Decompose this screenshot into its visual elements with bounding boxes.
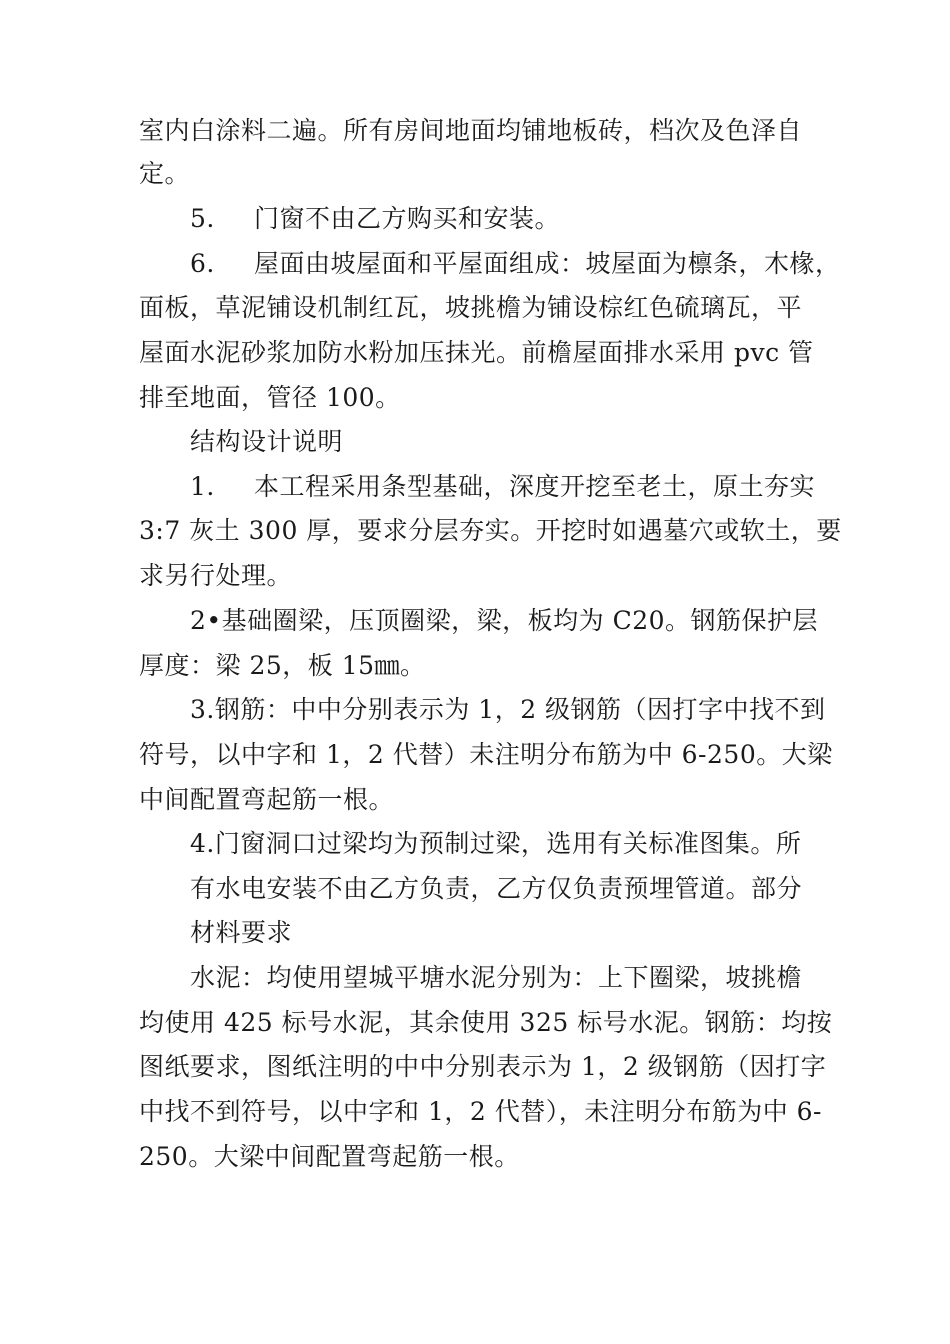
item-text: 屋面由坡屋面和平屋面组成：坡屋面为檩条，木椽， <box>254 249 841 278</box>
text-line: 屋面水泥砂浆加防水粉加压抹光。前檐屋面排水采用 pvc 管 <box>139 338 814 367</box>
text-line: 厚度：梁 25，板 15㎜。 <box>139 651 426 680</box>
text-line: 250。大梁中间配置弯起筋一根。 <box>139 1142 520 1171</box>
text-line: 均使用 425 标号水泥，其余使用 325 标号水泥。钢筋：均按 <box>139 1008 833 1037</box>
item-number: 1. <box>190 472 215 501</box>
item-number: 6. <box>190 249 215 278</box>
text-line: 水泥：均使用望城平塘水泥分别为：上下圈梁，坡挑檐 <box>190 963 803 992</box>
text-line: 3:7 灰土 300 厚，要求分层夯实。开挖时如遇墓穴或软土，要 <box>139 516 842 545</box>
text-line: 室内白涂料二遍。所有房间地面均铺地板砖，档次及色泽自 <box>139 116 803 145</box>
text-line: 求另行处理。 <box>139 561 293 590</box>
text-line: 定。 <box>139 159 191 188</box>
list-item-6 <box>190 246 841 282</box>
text-line: 2•基础圈梁，压顶圈梁，梁，板均为 C20。钢筋保护层 <box>190 606 819 635</box>
list-item-1 <box>190 469 815 505</box>
item-text: 门窗不由乙方购买和安装。 <box>254 204 561 233</box>
item-number: 5. <box>190 204 215 233</box>
text-line: 中间配置弯起筋一根。 <box>139 785 395 814</box>
text-line: 图纸要求，图纸注明的中中分别表示为 1，2 级钢筋（因打字 <box>139 1052 827 1081</box>
text-line: 4.门窗洞口过梁均为预制过梁，选用有关标准图集。所 <box>190 829 802 858</box>
section-heading: 结构设计说明 <box>190 427 344 456</box>
section-heading: 材料要求 <box>190 918 293 947</box>
text-line: 排至地面，管径 100。 <box>139 383 401 412</box>
text-line: 中找不到符号，以中字和 1，2 代替），未注明分布筋为中 6- <box>139 1097 823 1126</box>
text-line: 符号，以中字和 1，2 代替）未注明分布筋为中 6-250。大梁 <box>139 740 833 769</box>
text-line: 面板，草泥铺设机制红瓦，坡挑檐为铺设棕红色硫璃瓦，平 <box>139 293 803 322</box>
item-text: 本工程采用条型基础，深度开挖至老土，原土夯实 <box>254 472 816 501</box>
text-line: 有水电安装不由乙方负责，乙方仅负责预埋管道。部分 <box>190 874 803 903</box>
list-item-5 <box>190 201 560 237</box>
text-line: 3.钢筋：中中分别表示为 1，2 级钢筋（因打字中找不到 <box>190 695 826 724</box>
